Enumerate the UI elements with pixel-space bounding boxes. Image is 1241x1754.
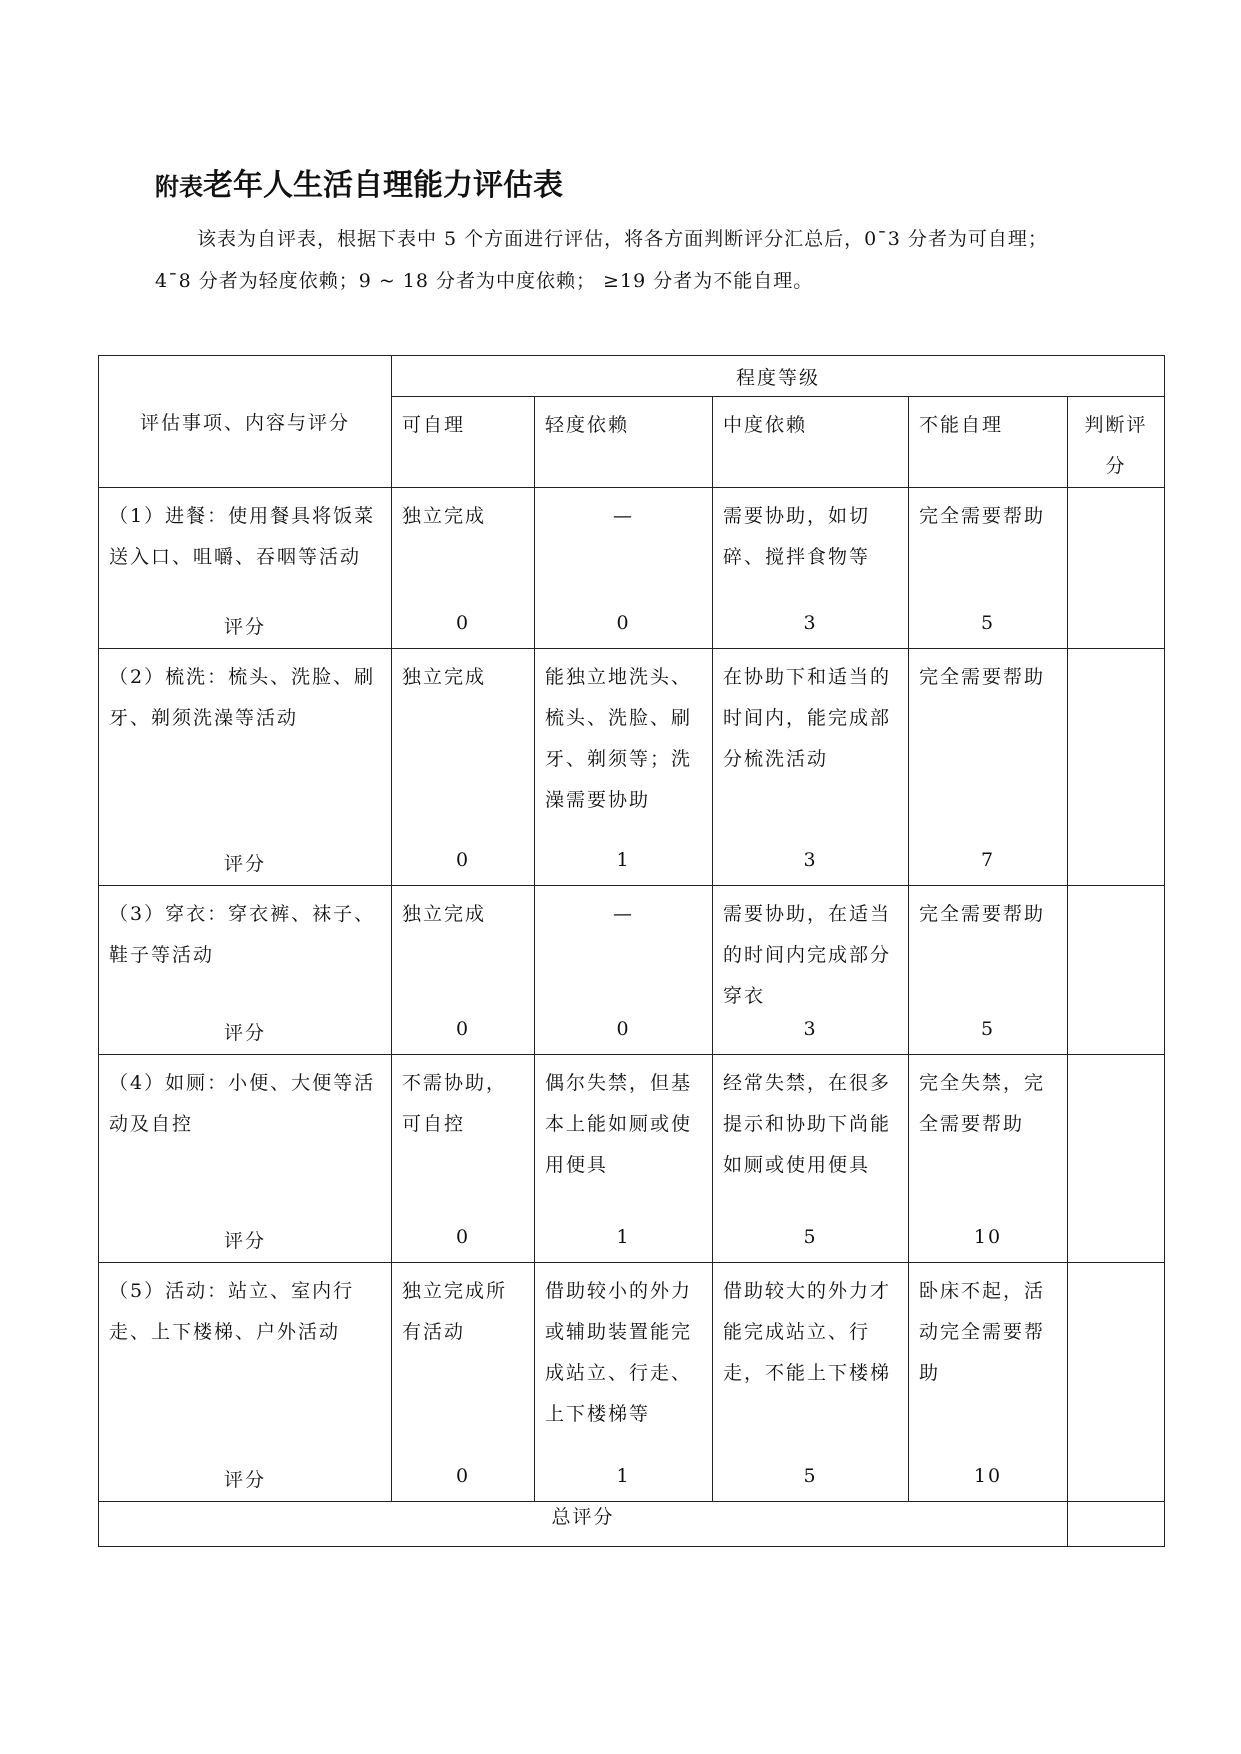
row-cell: 完全需要帮助	[909, 488, 1068, 612]
header-level-4: 不能自理	[909, 397, 1068, 488]
header-item: 评估事项、内容与评分	[99, 356, 392, 488]
row-cell: 偶尔失禁，但基本上能如厕或使用便具	[535, 1054, 713, 1226]
intro-line-1: 该表为自评表，根据下表中 5 个方面进行评估，将各方面判断评分汇总后，0¯3 分者为可自理；	[197, 228, 1048, 250]
score-value: 5	[713, 1465, 909, 1502]
judge-score-cell[interactable]	[1068, 886, 1165, 1055]
score-value: 0	[392, 1226, 535, 1263]
judge-score-cell[interactable]	[1068, 1054, 1165, 1263]
score-value: 0	[392, 1465, 535, 1502]
score-value: 1	[535, 1465, 713, 1502]
header-judge: 判断评分	[1068, 397, 1165, 488]
score-label: 评分	[99, 1226, 392, 1263]
row-cell: 经常失禁，在很多提示和协助下尚能如厕或使用便具	[713, 1054, 909, 1226]
judge-score-cell[interactable]	[1068, 648, 1165, 886]
assessment-table	[98, 355, 1165, 1547]
intro-paragraph	[155, 218, 1115, 302]
row-cell: 卧床不起，活动完全需要帮助	[909, 1263, 1068, 1465]
score-row	[99, 1226, 1165, 1263]
table-row	[99, 488, 1165, 612]
row-cell: 能独立地洗头、梳头、洗脸、刷牙、剃须等；洗澡需要协助	[535, 648, 713, 849]
score-value: 1	[535, 849, 713, 886]
score-label: 评分	[99, 849, 392, 886]
row-item: （3）穿衣：穿衣裤、袜子、鞋子等活动	[99, 886, 392, 1018]
score-label: 评分	[99, 612, 392, 649]
score-row	[99, 1465, 1165, 1502]
row-cell: 独立完成	[392, 488, 535, 612]
score-value: 0	[535, 1018, 713, 1055]
row-item: （2）梳洗：梳头、洗脸、刷牙、剃须洗澡等活动	[99, 648, 392, 849]
row-cell: 不需协助，可自控	[392, 1054, 535, 1226]
score-value: 0	[392, 612, 535, 649]
row-item: （4）如厕：小便、大便等活动及自控	[99, 1054, 392, 1226]
table-row	[99, 1054, 1165, 1226]
score-label: 评分	[99, 1465, 392, 1502]
score-row	[99, 849, 1165, 886]
row-item: （1）进餐：使用餐具将饭菜送入口、咀嚼、吞咽等活动	[99, 488, 392, 612]
row-cell: —	[535, 886, 713, 1018]
row-cell: 需要协助，如切碎、搅拌食物等	[713, 488, 909, 612]
judge-score-cell[interactable]	[1068, 488, 1165, 649]
header-level-3: 中度依赖	[713, 397, 909, 488]
table-row	[99, 1263, 1165, 1465]
score-value: 1	[535, 1226, 713, 1263]
row-cell: 独立完成	[392, 886, 535, 1018]
table-row	[99, 886, 1165, 1018]
score-value: 3	[713, 612, 909, 649]
total-row	[99, 1501, 1165, 1546]
score-label: 评分	[99, 1018, 392, 1055]
score-value: 7	[909, 849, 1068, 886]
page-title	[155, 160, 563, 204]
score-value: 10	[909, 1465, 1068, 1502]
row-cell: 完全失禁，完全需要帮助	[909, 1054, 1068, 1226]
total-score-cell[interactable]	[1068, 1501, 1165, 1546]
score-value: 3	[713, 849, 909, 886]
score-value: 10	[909, 1226, 1068, 1263]
intro-line-2: 4¯8 分者为轻度依赖；9 ~ 18 分者为中度依赖； ≥19 分者为不能自理。	[155, 270, 814, 292]
row-cell: 在协助下和适当的时间内，能完成部分梳洗活动	[713, 648, 909, 849]
score-value: 0	[535, 612, 713, 649]
row-cell: 完全需要帮助	[909, 648, 1068, 849]
score-value: 3	[713, 1018, 909, 1055]
judge-score-cell[interactable]	[1068, 1263, 1165, 1502]
row-item: （5）活动：站立、室内行走、上下楼梯、户外活动	[99, 1263, 392, 1465]
row-cell: 独立完成所有活动	[392, 1263, 535, 1465]
row-cell: 完全需要帮助	[909, 886, 1068, 1018]
title-main: 老年人生活自理能力评估表	[203, 168, 563, 203]
header-level-2: 轻度依赖	[535, 397, 713, 488]
total-label: 总评分	[99, 1501, 1068, 1546]
score-value: 5	[713, 1226, 909, 1263]
row-cell: 借助较大的外力才能完成站立、行走，不能上下楼梯	[713, 1263, 909, 1465]
table-row	[99, 648, 1165, 849]
score-row	[99, 612, 1165, 649]
header-level-1: 可自理	[392, 397, 535, 488]
score-value: 5	[909, 612, 1068, 649]
header-group: 程度等级	[392, 356, 1165, 397]
row-cell: 借助较小的外力或辅助装置能完成站立、行走、上下楼梯等	[535, 1263, 713, 1465]
score-value: 0	[392, 849, 535, 886]
score-row	[99, 1018, 1165, 1055]
row-cell: —	[535, 488, 713, 612]
row-cell: 需要协助，在适当的时间内完成部分穿衣	[713, 886, 909, 1018]
header-row-top	[99, 356, 1165, 397]
score-value: 0	[392, 1018, 535, 1055]
score-value: 5	[909, 1018, 1068, 1055]
row-cell: 独立完成	[392, 648, 535, 849]
title-prefix: 附表	[155, 172, 203, 201]
